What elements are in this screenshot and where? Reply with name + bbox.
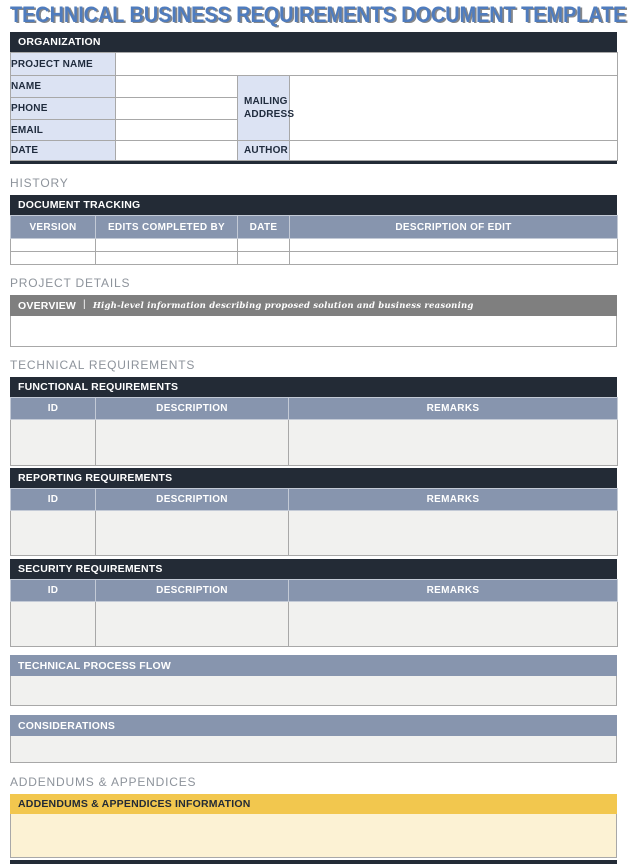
technical-process-flow-input[interactable] bbox=[10, 676, 617, 706]
overview-subtitle: High-level information describing proposed solution and business reasoning bbox=[92, 300, 474, 311]
functional-col-id: ID bbox=[11, 398, 96, 420]
security-id-input[interactable] bbox=[11, 602, 96, 647]
mailing-address-input[interactable] bbox=[290, 76, 618, 141]
functional-requirements-table bbox=[10, 397, 618, 466]
reporting-requirements-header: REPORTING REQUIREMENTS bbox=[10, 468, 617, 488]
security-col-id: ID bbox=[11, 580, 96, 602]
author-label: AUTHOR bbox=[238, 141, 290, 161]
tracking-date-input-1[interactable] bbox=[238, 239, 290, 252]
mailing-address-label: MAILING ADDRESS bbox=[238, 76, 290, 141]
addendums-information-input[interactable] bbox=[10, 814, 617, 858]
phone-input[interactable] bbox=[116, 98, 238, 120]
functional-col-description: DESCRIPTION bbox=[96, 398, 289, 420]
tracking-description-input-2[interactable] bbox=[290, 252, 618, 265]
overview-title: OVERVIEW bbox=[18, 299, 77, 312]
tracking-edits-input-1[interactable] bbox=[96, 239, 238, 252]
security-requirements-row bbox=[11, 602, 618, 647]
reporting-id-input[interactable] bbox=[11, 511, 96, 556]
functional-requirements-header: FUNCTIONAL REQUIREMENTS bbox=[10, 377, 617, 397]
security-requirements-header: SECURITY REQUIREMENTS bbox=[10, 559, 617, 579]
security-remarks-input[interactable] bbox=[289, 602, 618, 647]
section-label-project-details: PROJECT DETAILS bbox=[10, 276, 131, 290]
tracking-col-version: VERSION bbox=[11, 216, 96, 239]
organization-header: ORGANIZATION bbox=[10, 32, 617, 52]
functional-remarks-input[interactable] bbox=[289, 420, 618, 466]
tracking-col-edits-completed-by: EDITS COMPLETED BY bbox=[96, 216, 238, 239]
reporting-col-id: ID bbox=[11, 489, 96, 511]
reporting-requirements-row bbox=[11, 511, 618, 556]
reporting-remarks-input[interactable] bbox=[289, 511, 618, 556]
name-input[interactable] bbox=[116, 76, 238, 98]
tracking-col-date: DATE bbox=[238, 216, 290, 239]
organization-table bbox=[10, 52, 618, 161]
security-requirements-table bbox=[10, 579, 618, 647]
tracking-description-input-1[interactable] bbox=[290, 239, 618, 252]
considerations-header: CONSIDERATIONS bbox=[10, 715, 617, 736]
name-label: NAME bbox=[11, 76, 116, 98]
document-tracking-header: DOCUMENT TRACKING bbox=[10, 195, 617, 215]
reporting-requirements-table bbox=[10, 488, 618, 556]
tracking-col-description-of-edit: DESCRIPTION OF EDIT bbox=[290, 216, 618, 239]
tracking-date-input-2[interactable] bbox=[238, 252, 290, 265]
functional-requirements-row bbox=[11, 420, 618, 466]
overview-input[interactable] bbox=[10, 316, 617, 347]
functional-id-input[interactable] bbox=[11, 420, 96, 466]
security-col-remarks: REMARKS bbox=[289, 580, 618, 602]
reporting-description-input[interactable] bbox=[96, 511, 289, 556]
date-label: DATE bbox=[11, 141, 116, 161]
project-name-label: PROJECT NAME bbox=[11, 53, 116, 76]
page-bottom-border bbox=[10, 860, 617, 864]
author-input[interactable] bbox=[290, 141, 618, 161]
tracking-row bbox=[11, 252, 618, 265]
section-label-addendums: ADDENDUMS & APPENDICES bbox=[10, 775, 197, 789]
functional-description-input[interactable] bbox=[96, 420, 289, 466]
tracking-version-input-1[interactable] bbox=[11, 239, 96, 252]
considerations-input[interactable] bbox=[10, 736, 617, 763]
phone-label: PHONE bbox=[11, 98, 116, 120]
security-col-description: DESCRIPTION bbox=[96, 580, 289, 602]
section-label-history: HISTORY bbox=[10, 176, 69, 190]
section-label-technical-requirements: TECHNICAL REQUIREMENTS bbox=[10, 358, 196, 372]
organization-table-bottom-border bbox=[10, 161, 617, 164]
email-label: EMAIL bbox=[11, 120, 116, 141]
overview-header bbox=[10, 295, 617, 316]
technical-process-flow-header: TECHNICAL PROCESS FLOW bbox=[10, 655, 617, 676]
email-input[interactable] bbox=[116, 120, 238, 141]
overview-divider: | bbox=[83, 299, 86, 310]
reporting-col-description: DESCRIPTION bbox=[96, 489, 289, 511]
page-title: TECHNICAL BUSINESS REQUIREMENTS DOCUMENT TEMPLATE bbox=[10, 2, 627, 27]
security-description-input[interactable] bbox=[96, 602, 289, 647]
tracking-edits-input-2[interactable] bbox=[96, 252, 238, 265]
date-input[interactable] bbox=[116, 141, 238, 161]
tracking-row bbox=[11, 239, 618, 252]
reporting-col-remarks: REMARKS bbox=[289, 489, 618, 511]
tracking-version-input-2[interactable] bbox=[11, 252, 96, 265]
addendums-information-header: ADDENDUMS & APPENDICES INFORMATION bbox=[10, 794, 617, 814]
project-name-input[interactable] bbox=[116, 53, 618, 76]
functional-col-remarks: REMARKS bbox=[289, 398, 618, 420]
document-tracking-table bbox=[10, 215, 618, 265]
